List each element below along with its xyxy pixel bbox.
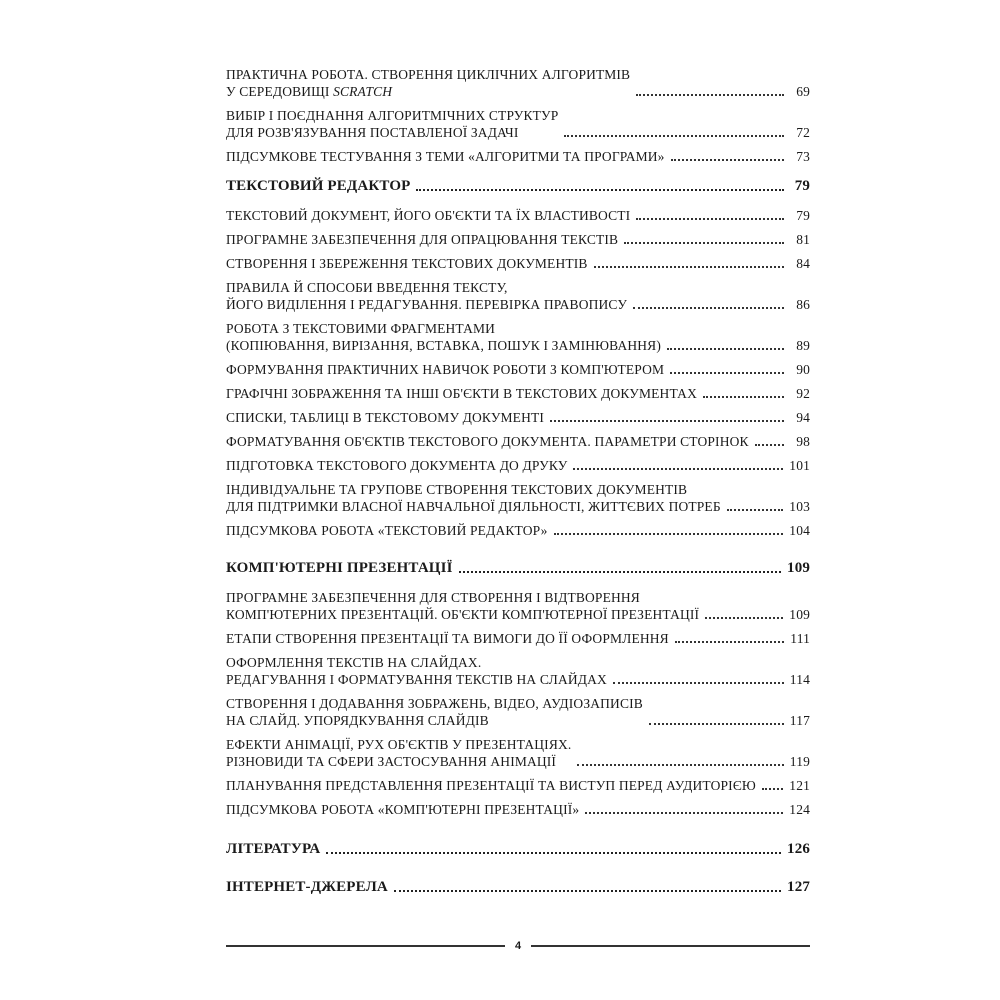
entry-title-line: ПРАКТИЧНА РОБОТА. СТВОРЕННЯ ЦИКЛІЧНИХ АЛГОРИТМІВ: [226, 67, 631, 82]
entry-title-line: ДЛЯ ПІДТРИМКИ ВЛАСНОЇ НАВЧАЛЬНОЇ ДІЯЛЬНОСТІ, ЖИТТЄВИХ ПОТРЕБ: [226, 499, 721, 514]
leader-dots: [703, 395, 784, 398]
section-page-number: 79: [794, 178, 810, 194]
scratch-italic-text: SCRATCH: [333, 84, 393, 99]
toc-group-algorithms: [226, 66, 810, 165]
leader-dots: [573, 467, 783, 470]
entry-title-line: РІЗНОВИДИ ТА СФЕРИ ЗАСТОСУВАННЯ АНІМАЦІЇ: [226, 754, 557, 769]
entry-title-line: ПІДГОТОВКА ТЕКСТОВОГО ДОКУМЕНТА ДО ДРУКУ: [226, 458, 568, 473]
leader-dots: [636, 93, 784, 96]
leader-dots: [594, 265, 784, 268]
entry-title-line: СПИСКИ, ТАБЛИЦІ В ТЕКСТОВОМУ ДОКУМЕНТІ: [226, 410, 545, 425]
leader-dots: [636, 217, 784, 220]
toc-entry[interactable]: [226, 801, 810, 818]
entry-title: [226, 522, 548, 539]
entry-title-line: У СЕРЕДОВИЩІ SCRATCH: [226, 84, 393, 99]
leader-dots: [755, 443, 784, 446]
toc-entry[interactable]: [226, 385, 810, 402]
toc-entry[interactable]: [226, 320, 810, 354]
leader-dots: [624, 241, 784, 244]
footer-rule-left: [226, 945, 505, 947]
section-page-number: 127: [787, 879, 810, 895]
section-page-number: 126: [787, 841, 810, 857]
toc-entry[interactable]: [226, 522, 810, 539]
page-footer: [226, 940, 810, 952]
entry-title-line: ОФОРМЛЕННЯ ТЕКСТІВ НА СЛАЙДАХ.: [226, 655, 482, 670]
toc-entry[interactable]: [226, 279, 810, 313]
entry-title: [226, 801, 579, 818]
toc-entry[interactable]: [226, 589, 810, 623]
entry-page-number: 94: [796, 410, 810, 425]
entry-title-line: КОМП'ЮТЕРНИХ ПРЕЗЕНТАЦІЙ. ОБ'ЄКТИ КОМП'ЮТЕРНОЇ ПРЕЗЕНТАЦІЇ: [226, 607, 700, 622]
entry-page-number: 72: [796, 125, 810, 140]
entry-title: [226, 66, 630, 100]
toc-entry[interactable]: [226, 457, 810, 474]
entry-page-number: 119: [789, 754, 810, 769]
toc-entry[interactable]: [226, 361, 810, 378]
leader-dots: [649, 722, 784, 725]
entry-page-number: 69: [796, 84, 810, 99]
entry-page-number: 73: [796, 149, 810, 164]
toc-section-presentations[interactable]: [226, 559, 810, 577]
leader-dots: [550, 419, 784, 422]
section-page-number: 109: [787, 560, 810, 576]
entry-page-number: 92: [796, 386, 810, 401]
entry-title: [226, 385, 697, 402]
leader-dots: [762, 787, 783, 790]
table-of-contents: [226, 66, 810, 908]
entry-title: [226, 736, 571, 770]
entry-page-number: 101: [789, 458, 810, 473]
toc-entry[interactable]: [226, 695, 810, 729]
toc-entry[interactable]: [226, 231, 810, 248]
leader-dots: [633, 306, 784, 309]
toc-entry[interactable]: [226, 207, 810, 224]
leader-dots: [675, 640, 784, 643]
toc-entry[interactable]: [226, 148, 810, 165]
leader-dots: [394, 889, 781, 892]
entry-title: [226, 255, 588, 272]
entry-page-number: 109: [789, 607, 810, 622]
entry-title-line: ГРАФІЧНІ ЗОБРАЖЕННЯ ТА ІНШІ ОБ'ЄКТИ В ТЕКСТОВИХ ДОКУМЕНТАХ: [226, 386, 697, 401]
entry-title-line: ПРАВИЛА Й СПОСОБИ ВВЕДЕННЯ ТЕКСТУ,: [226, 280, 508, 295]
toc-entry[interactable]: [226, 255, 810, 272]
entry-page-number: 86: [796, 297, 810, 312]
entry-page-number: 90: [796, 362, 810, 377]
section-title: ЛІТЕРАТУРА: [226, 841, 321, 857]
entry-page-number: 79: [796, 208, 810, 223]
entry-title: [226, 433, 749, 450]
entry-title: [226, 630, 669, 647]
entry-title-line: СТВОРЕННЯ І ДОДАВАННЯ ЗОБРАЖЕНЬ, ВІДЕО, АУДІОЗАПИСІВ: [226, 696, 643, 711]
entry-title-line: (КОПІЮВАННЯ, ВИРІЗАННЯ, ВСТАВКА, ПОШУК І ЗАМІНЮВАННЯ): [226, 338, 661, 353]
entry-title-line: ПРОГРАМНЕ ЗАБЕЗПЕЧЕННЯ ДЛЯ ОПРАЦЮВАННЯ ТЕКСТІВ: [226, 232, 619, 247]
footer-rule-right: [531, 945, 810, 947]
section-title: ІНТЕРНЕТ-ДЖЕРЕЛА: [226, 879, 388, 895]
footer-page-number: 4: [514, 940, 522, 952]
toc-group-presentations: [226, 589, 810, 818]
entry-title-line: ЕФЕКТИ АНІМАЦІЇ, РУХ ОБ'ЄКТІВ У ПРЕЗЕНТАЦІЯХ.: [226, 737, 572, 752]
entry-page-number: 117: [789, 713, 810, 728]
entry-title-line: ПІДСУМКОВЕ ТЕСТУВАННЯ З ТЕМИ «АЛГОРИТМИ ТА ПРОГРАМИ»: [226, 149, 665, 164]
toc-entry[interactable]: [226, 736, 810, 770]
toc-section-literature[interactable]: [226, 840, 810, 858]
leader-dots: [577, 763, 783, 766]
entry-title-line: РЕДАГУВАННЯ І ФОРМАТУВАННЯ ТЕКСТІВ НА СЛАЙДАХ: [226, 672, 607, 687]
entry-title-line: ТЕКСТОВИЙ ДОКУМЕНТ, ЙОГО ОБ'ЄКТИ ТА ЇХ ВЛАСТИВОСТІ: [226, 208, 631, 223]
entry-page-number: 81: [796, 232, 810, 247]
leader-dots: [459, 570, 781, 573]
leader-dots: [585, 811, 783, 814]
entry-title-line: РОБОТА З ТЕКСТОВИМИ ФРАГМЕНТАМИ: [226, 321, 496, 336]
section-title: ТЕКСТОВИЙ РЕДАКТОР: [226, 178, 411, 194]
toc-section-text-editor[interactable]: [226, 177, 810, 195]
entry-page-number: 104: [789, 523, 810, 538]
entry-title: [226, 279, 627, 313]
leader-dots: [613, 681, 784, 684]
toc-entry[interactable]: [226, 777, 810, 794]
toc-entry[interactable]: [226, 630, 810, 647]
entry-page-number: 124: [789, 802, 810, 817]
leader-dots: [564, 134, 784, 137]
toc-group-text-editor: [226, 207, 810, 539]
leader-dots: [326, 851, 781, 854]
leader-dots: [727, 508, 784, 511]
entry-title: [226, 654, 607, 688]
entry-title-line: ЕТАПИ СТВОРЕННЯ ПРЕЗЕНТАЦІЇ ТА ВИМОГИ ДО ЇЇ ОФОРМЛЕННЯ: [226, 631, 669, 646]
entry-title: [226, 107, 558, 141]
toc-entry[interactable]: [226, 66, 810, 100]
leader-dots: [554, 532, 784, 535]
toc-section-internet[interactable]: [226, 878, 810, 896]
entry-title: [226, 409, 544, 426]
entry-title: [226, 695, 643, 729]
entry-title: [226, 361, 664, 378]
toc-entry[interactable]: [226, 654, 810, 688]
entry-title-line: ПЛАНУВАННЯ ПРЕДСТАВЛЕННЯ ПРЕЗЕНТАЦІЇ ТА ВИСТУП ПЕРЕД АУДИТОРІЄЮ: [226, 778, 756, 793]
entry-title: [226, 481, 721, 515]
entry-title: [226, 207, 630, 224]
leader-dots: [416, 188, 784, 191]
entry-title: [226, 320, 661, 354]
entry-page-number: 111: [790, 631, 810, 646]
entry-title-line: ФОРМУВАННЯ ПРАКТИЧНИХ НАВИЧОК РОБОТИ З КОМП'ЮТЕРОМ: [226, 362, 665, 377]
entry-title: [226, 231, 618, 248]
entry-title: [226, 148, 665, 165]
toc-entry[interactable]: [226, 409, 810, 426]
entry-title-line: ПІДСУМКОВА РОБОТА «ТЕКСТОВИЙ РЕДАКТОР»: [226, 523, 548, 538]
entry-title-line: ПРОГРАМНЕ ЗАБЕЗПЕЧЕННЯ ДЛЯ СТВОРЕННЯ І ВІДТВОРЕННЯ: [226, 590, 640, 605]
entry-title-line: ФОРМАТУВАННЯ ОБ'ЄКТІВ ТЕКСТОВОГО ДОКУМЕНТА. ПАРАМЕТРИ СТОРІНОК: [226, 434, 749, 449]
entry-page-number: 114: [789, 672, 810, 687]
entry-page-number: 89: [796, 338, 810, 353]
entry-title: [226, 777, 756, 794]
entry-title-line: СТВОРЕННЯ І ЗБЕРЕЖЕННЯ ТЕКСТОВИХ ДОКУМЕНТІВ: [226, 256, 588, 271]
entry-title: [226, 589, 699, 623]
entry-page-number: 84: [796, 256, 810, 271]
entry-title: [226, 457, 567, 474]
entry-page-number: 98: [796, 434, 810, 449]
leader-dots: [671, 158, 784, 161]
toc-entry[interactable]: [226, 481, 810, 515]
toc-entry[interactable]: [226, 107, 810, 141]
leader-dots: [670, 371, 784, 374]
entry-title-line: НА СЛАЙД. УПОРЯДКУВАННЯ СЛАЙДІВ: [226, 713, 489, 728]
entry-title-line: ДЛЯ РОЗВ'ЯЗУВАННЯ ПОСТАВЛЕНОЇ ЗАДАЧІ: [226, 125, 519, 140]
leader-dots: [667, 347, 784, 350]
entry-page-number: 103: [789, 499, 810, 514]
entry-title-line: ЙОГО ВИДІЛЕННЯ І РЕДАГУВАННЯ. ПЕРЕВІРКА ПРАВОПИСУ: [226, 297, 628, 312]
section-title: КОМП'ЮТЕРНІ ПРЕЗЕНТАЦІЇ: [226, 560, 453, 576]
entry-title-line: ПІДСУМКОВА РОБОТА «КОМП'ЮТЕРНІ ПРЕЗЕНТАЦІЇ»: [226, 802, 580, 817]
entry-title-line: ІНДИВІДУАЛЬНЕ ТА ГРУПОВЕ СТВОРЕННЯ ТЕКСТОВИХ ДОКУМЕНТІВ: [226, 482, 688, 497]
leader-dots: [705, 616, 783, 619]
toc-entry[interactable]: [226, 433, 810, 450]
entry-page-number: 121: [789, 778, 810, 793]
entry-title-line: ВИБІР І ПОЄДНАННЯ АЛГОРИТМІЧНИХ СТРУКТУР: [226, 108, 559, 123]
